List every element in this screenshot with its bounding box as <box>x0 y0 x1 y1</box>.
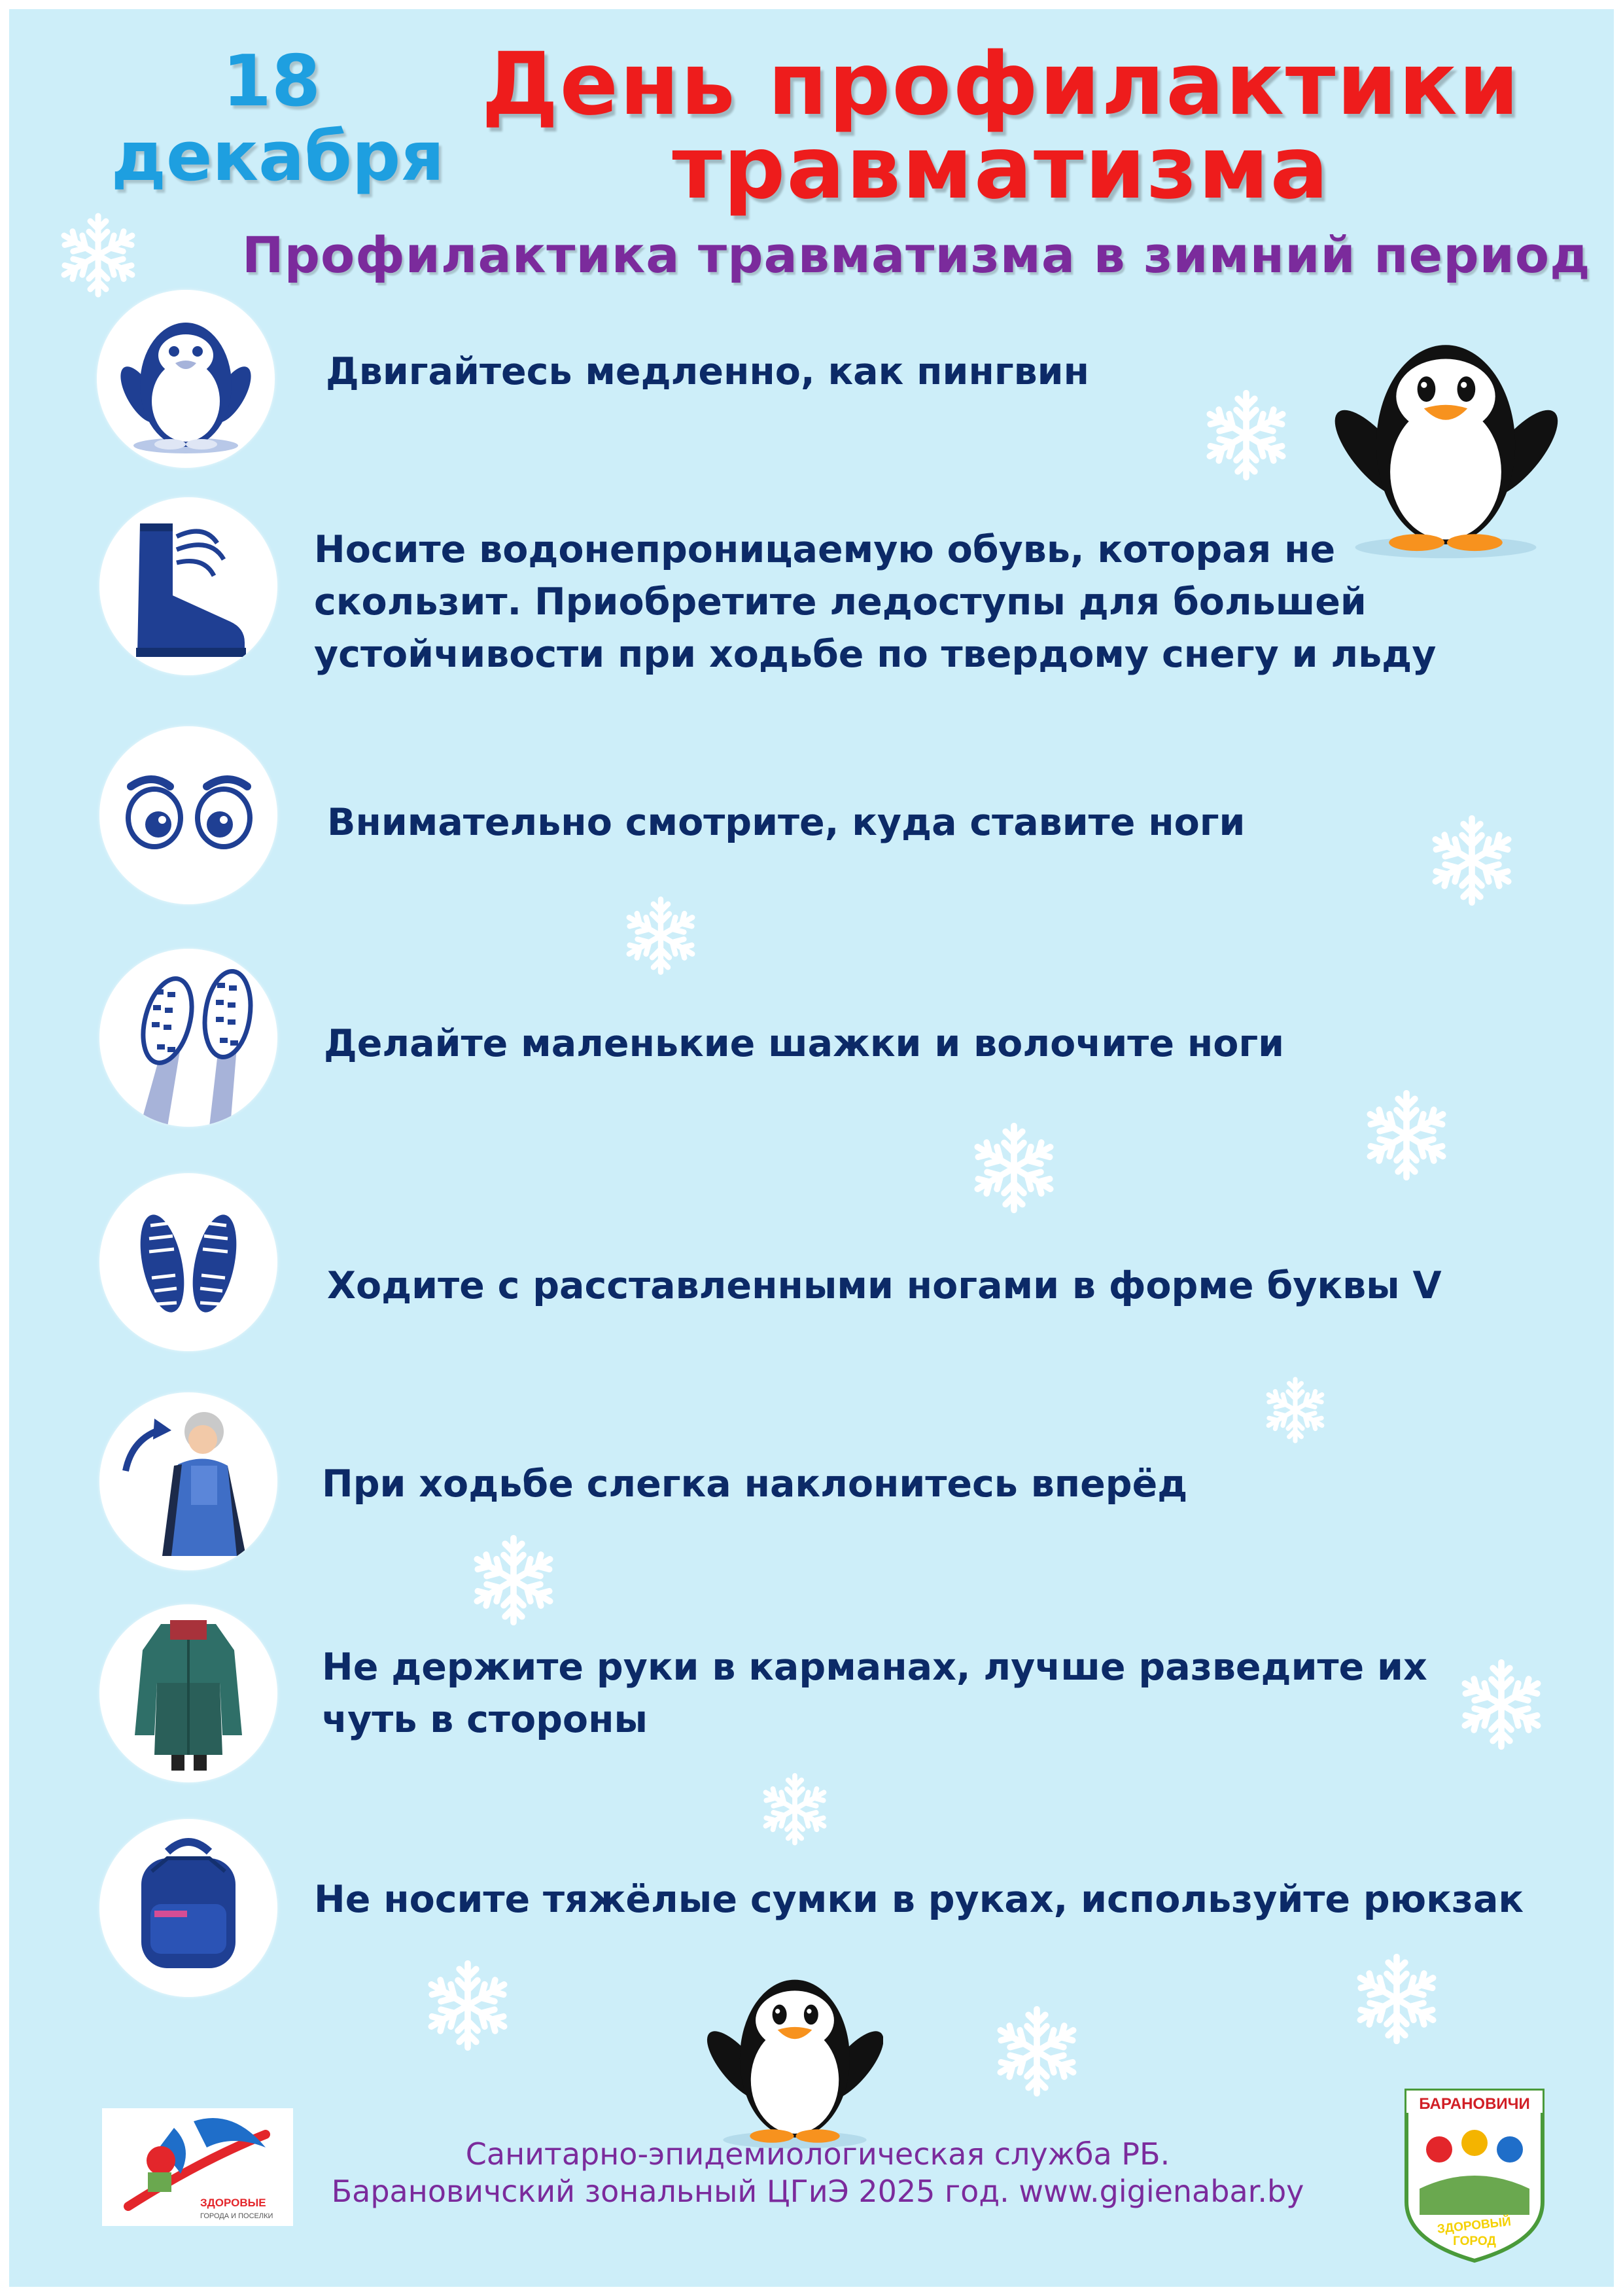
snowflake-icon <box>1452 1655 1550 1754</box>
tip-text: При ходьбе слегка наклонитесь вперёд <box>322 1462 1188 1506</box>
page-subtitle: Профилактика травматизма в зимний период <box>242 226 1591 284</box>
backpack-icon <box>99 1819 277 1997</box>
snowflake-icon <box>1423 811 1521 910</box>
footer-line2: Барановичский зональный ЦГиЭ 2025 год. www.gigienabar.by <box>331 2174 1304 2209</box>
elderly-woman-icon <box>99 1392 277 1570</box>
snowflake-icon <box>1259 1374 1331 1446</box>
footprints-icon <box>99 1173 277 1351</box>
page-title-line1: День профилактики <box>481 34 1520 135</box>
tip-text: Носите водонепроницаемую обувь, которая не скользит. Приобретите ледоступы для большей устойчивости при ходьбе по твердому снегу и льду <box>314 528 1437 676</box>
footer-line1: Санитарно-эпидемиологическая служба РБ. <box>465 2136 1170 2172</box>
date-day: 18 <box>222 41 321 122</box>
svg-text:ЗДОРОВЫЕ: ЗДОРОВЫЕ <box>200 2197 266 2209</box>
boot-icon <box>99 497 277 675</box>
snowflake-icon <box>1348 1950 1446 2048</box>
coat-icon <box>99 1604 277 1782</box>
snowflake-icon <box>464 1531 563 1629</box>
tip-text: Двигайтесь медленно, как пингвин <box>326 350 1089 393</box>
baranovichi-logo <box>1400 2084 1549 2264</box>
eyes-icon <box>99 726 277 904</box>
snowflake-icon <box>1357 1086 1456 1184</box>
tip-text: Не носите тяжёлые сумки в руках, используйте рюкзак <box>314 1878 1524 1921</box>
shoe-soles-icon <box>99 949 277 1127</box>
svg-text:ГОРОДА И ПОСЕЛКИ: ГОРОДА И ПОСЕЛКИ <box>200 2212 273 2220</box>
healthy-cities-logo <box>102 2108 293 2226</box>
tip-text: Делайте маленькие шажки и волочите ноги <box>324 1022 1285 1065</box>
penguin-icon <box>97 290 275 468</box>
snowflake-icon <box>419 1956 517 2055</box>
penguin-illustration <box>707 1963 883 2152</box>
snowflake-icon <box>1197 386 1295 484</box>
tip-text: Внимательно смотрите, куда ставите ноги <box>327 801 1246 844</box>
svg-text:БАРАНОВИЧИ: БАРАНОВИЧИ <box>1419 2095 1530 2113</box>
tip-text: Не держите руки в карманах, лучше разведите их чуть в стороны <box>322 1646 1427 1741</box>
snowflake-icon <box>756 1770 834 1848</box>
snowflake-icon <box>52 209 144 301</box>
snowflake-icon <box>988 2002 1086 2100</box>
page-title-line2: травматизма <box>672 118 1330 219</box>
svg-text:ЗДОРОВЫЙ: ЗДОРОВЫЙ <box>1436 2215 1512 2236</box>
date-month: декабря <box>111 116 445 196</box>
snowflake-icon <box>618 893 703 978</box>
svg-text:ГОРОД: ГОРОД <box>1453 2234 1496 2248</box>
snowflake-icon <box>965 1119 1063 1217</box>
tip-text: Ходите с расставленными ногами в форме буквы V <box>327 1264 1442 1307</box>
